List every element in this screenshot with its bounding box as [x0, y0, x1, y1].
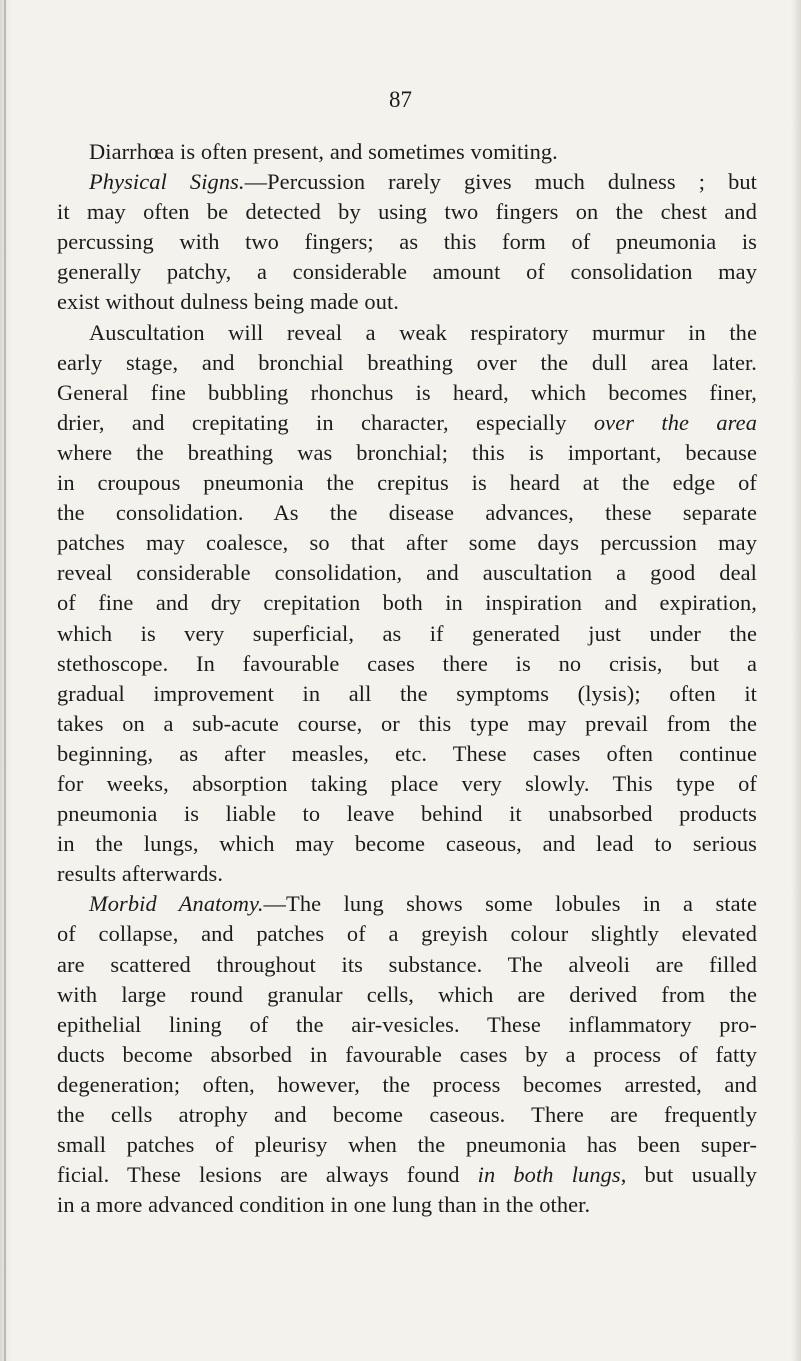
text-segment: patches may coalesce, so that after some days percussion may: [57, 530, 757, 556]
text-line: [57, 348, 757, 378]
text-segment: are scattered throughout its substance. The alveoli are filled: [57, 951, 757, 977]
text-line: [57, 257, 757, 287]
text-segment: early stage, and bronchial breathing over the dull area later.: [57, 349, 757, 375]
text-line: [57, 1100, 757, 1130]
page-shadow-left: [0, 0, 12, 1361]
text-line: [57, 498, 757, 528]
text-segment: where the breathing was bronchial; this is important, because: [57, 439, 757, 465]
text-segment: in a more advanced condition in one lung than in the other.: [57, 1192, 591, 1218]
text-line: [57, 1160, 757, 1190]
text-line: [57, 528, 757, 558]
text-line: [57, 1040, 757, 1070]
text-segment: beginning, as after measles, etc. These cases often continue: [57, 740, 757, 766]
text-line: [57, 980, 757, 1010]
text-line: [57, 438, 757, 468]
text-line: [57, 649, 757, 679]
text-line: [57, 619, 757, 649]
text-line: [57, 378, 757, 408]
text-segment: ficial. These lesions are always found: [57, 1162, 478, 1188]
text-segment: , but usually: [620, 1162, 757, 1188]
text-segment: reveal considerable consolidation, and auscultation a good deal: [57, 560, 757, 586]
text-line: [57, 769, 757, 799]
text-line: [57, 1010, 757, 1040]
text-segment: percussing with two fingers; as this form of pneumonia is: [57, 229, 757, 255]
text-segment: gradual improvement in all the symptoms (lysis); often it: [57, 680, 757, 706]
text-segment: the cells atrophy and become caseous. There are frequently: [57, 1102, 757, 1127]
text-segment: it may often be detected by using two fingers on the chest and: [57, 199, 757, 225]
text-line: [57, 919, 757, 949]
text-line: [57, 137, 757, 167]
text-segment: generally patchy, a considerable amount of consolidation may: [57, 259, 757, 285]
text-line: [57, 318, 757, 348]
text-line: [57, 287, 757, 317]
italic-text-segment: Morbid Anatomy.: [89, 891, 264, 917]
text-segment: of collapse, and patches of a greyish colour slightly elevated: [57, 921, 757, 947]
text-segment: General fine bubbling rhonchus is heard, which becomes finer,: [57, 379, 757, 405]
italic-text-segment: in both lungs: [477, 1162, 621, 1188]
text-line: [57, 1190, 757, 1220]
text-segment: Auscultation will reveal a weak respiratory murmur in the: [89, 319, 757, 345]
text-line: [57, 588, 757, 618]
italic-text-segment: over the area: [593, 409, 757, 435]
text-segment: —The lung shows some lobules in a state: [263, 891, 757, 917]
text-segment: epithelial lining of the air-vesicles. These inflammatory pro-: [57, 1011, 757, 1037]
text-segment: the consolidation. As the disease advances, these separate: [57, 500, 757, 526]
body-text: [57, 137, 757, 1220]
text-segment: small patches of pleurisy when the pneumonia has been super-: [57, 1132, 757, 1158]
text-segment: takes on a sub-acute course, or this type may prevail from the: [57, 710, 757, 736]
text-segment: Diarrhœa is often present, and sometimes vomiting.: [89, 139, 558, 164]
text-segment: degeneration; often, however, the process becomes arrested, and: [57, 1071, 757, 1097]
text-line: [57, 950, 757, 980]
text-line: [57, 408, 757, 438]
text-line: [57, 1070, 757, 1100]
text-line: [57, 739, 757, 769]
text-line: [57, 859, 757, 889]
text-segment: ducts become absorbed in favourable cases by a process of fatty: [57, 1041, 757, 1067]
text-segment: in croupous pneumonia the crepitus is heard at the edge of: [57, 470, 757, 496]
text-segment: drier, and crepitating in character, especially: [57, 409, 594, 435]
text-line: [57, 889, 757, 919]
text-line: [57, 558, 757, 588]
text-line: [57, 829, 757, 859]
page-number: 87: [389, 87, 412, 112]
text-segment: exist without dulness being made out.: [57, 289, 400, 315]
text-line: [57, 799, 757, 829]
text-segment: pneumonia is liable to leave behind it unabsorbed products: [57, 801, 757, 827]
text-line: [57, 1130, 757, 1160]
text-segment: for weeks, absorption taking place very slowly. This type of: [57, 770, 757, 796]
binding-edge-line: [4, 0, 6, 1361]
text-line: [57, 197, 757, 227]
text-line: [57, 709, 757, 739]
text-segment: of fine and dry crepitation both in inspiration and expiration,: [57, 590, 757, 616]
text-segment: in the lungs, which may become caseous, and lead to serious: [57, 831, 757, 857]
text-segment: stethoscope. In favourable cases there is no crisis, but a: [57, 650, 757, 676]
text-segment: —Percussion rarely gives much dulness ; but: [244, 169, 757, 195]
page-shadow-right: [791, 0, 801, 1361]
text-line: [57, 468, 757, 498]
text-segment: with large round granular cells, which are derived from the: [57, 981, 757, 1007]
italic-text-segment: Physical Signs.: [89, 169, 245, 195]
text-segment: results afterwards.: [57, 861, 224, 887]
text-line: [57, 679, 757, 709]
text-line: [57, 167, 757, 197]
text-segment: which is very superficial, as if generated just under the: [57, 620, 757, 646]
text-line: [57, 227, 757, 257]
